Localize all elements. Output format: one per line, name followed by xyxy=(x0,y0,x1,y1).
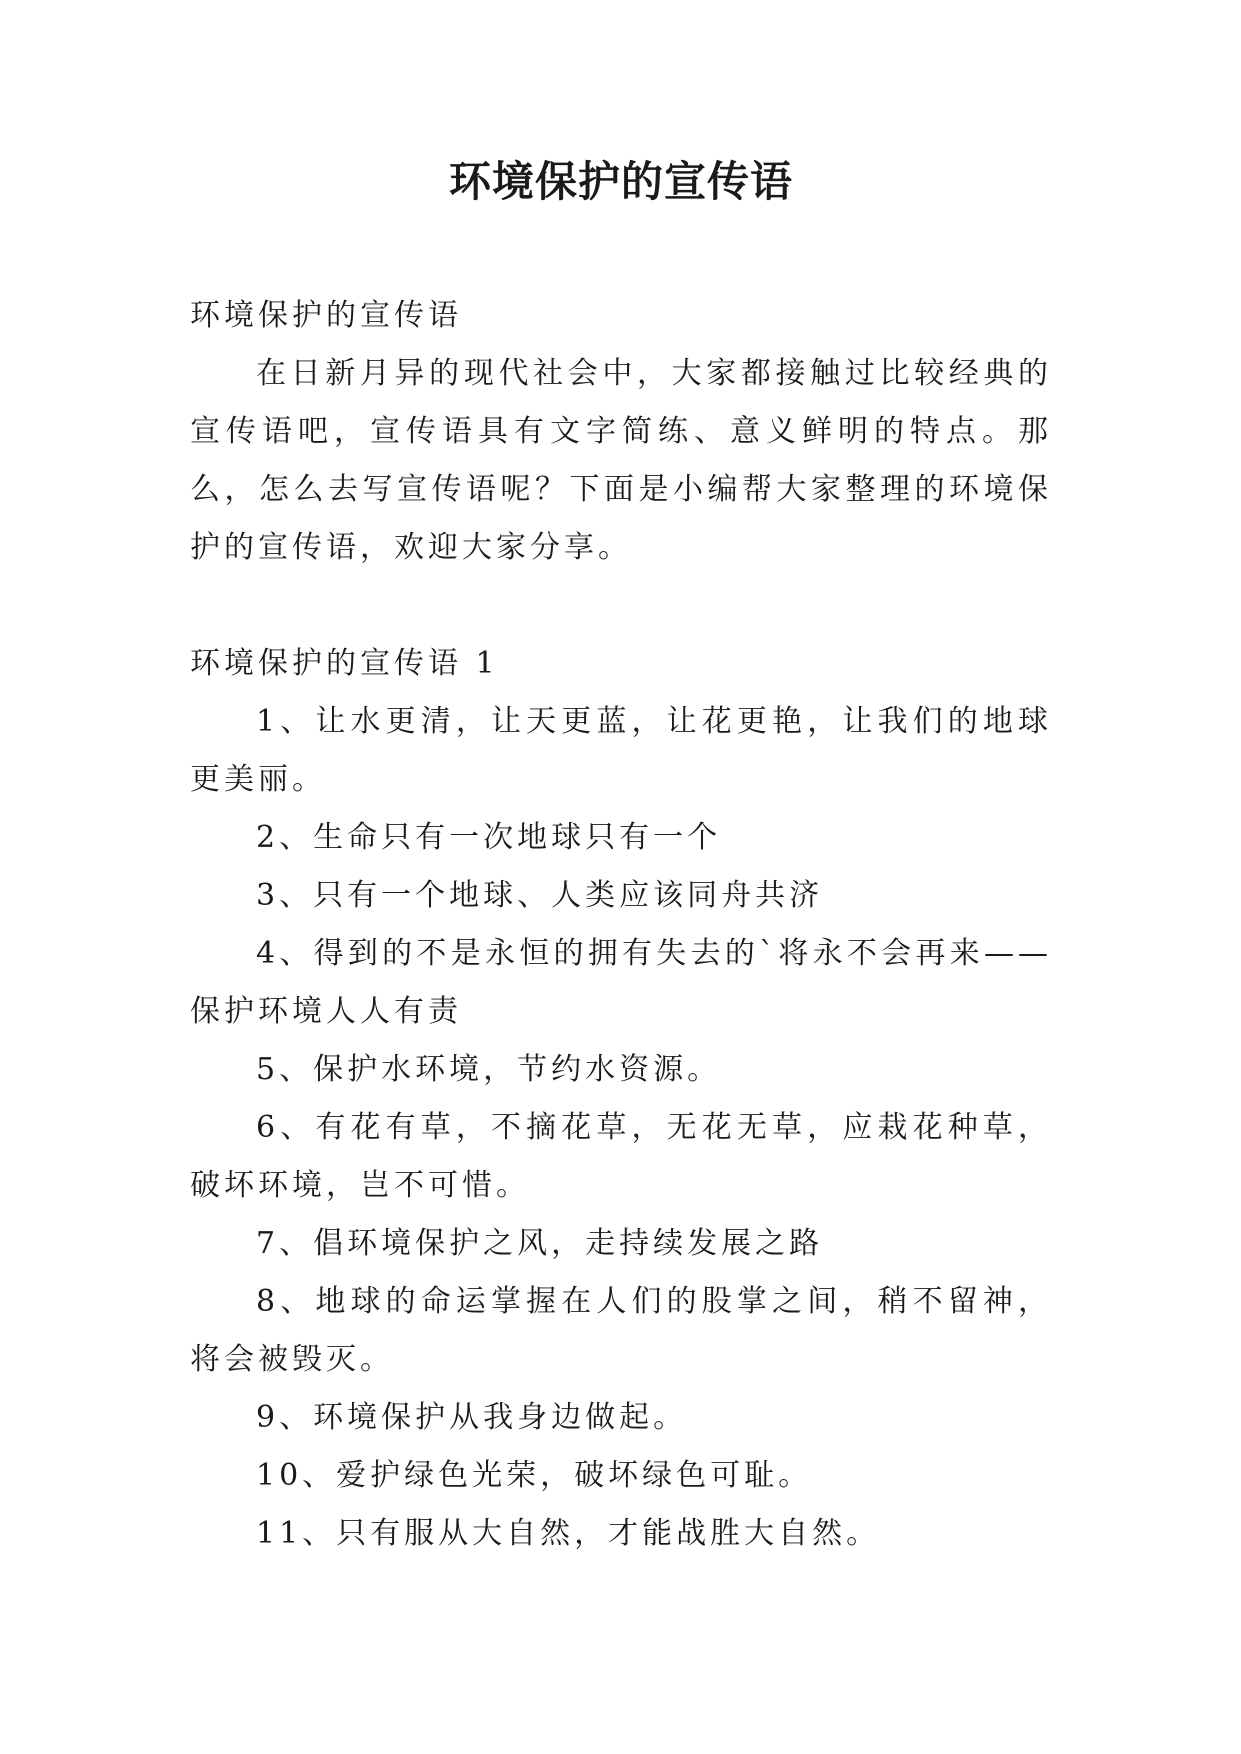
list-item: 11、只有服从大自然，才能战胜大自然。 xyxy=(256,1516,881,1551)
list-item: 10、爱护绿色光荣，破坏绿色可耻。 xyxy=(256,1458,813,1493)
list-item: 2、生命只有一次地球只有一个 xyxy=(256,820,722,855)
document-page xyxy=(190,0,1052,1754)
list-item: 8、地球的命运掌握在人们的股掌之间，稍不留神，将会被毁灭。 xyxy=(190,1284,1052,1377)
list-item: 6、有花有草，不摘花草，无花无草，应栽花种草，破坏环境，岂不可惜。 xyxy=(190,1110,1052,1203)
intro-paragraph: 在日新月异的现代社会中，大家都接触过比较经典的宣传语吧，宣传语具有文字简练、意义鲜明的特点。那么，怎么去写宣传语呢？下面是小编帮大家整理的环境保护的宣传语，欢迎大家分享。 xyxy=(190,356,1052,565)
list-item: 9、环境保护从我身边做起。 xyxy=(256,1400,688,1435)
list-item: 5、保护水环境，节约水资源。 xyxy=(256,1052,722,1087)
list-item: 3、只有一个地球、人类应该同舟共济 xyxy=(256,878,824,913)
document-body xyxy=(190,287,1052,1563)
subtitle: 环境保护的宣传语 xyxy=(190,298,462,333)
list-item: 1、让水更清，让天更蓝，让花更艳，让我们的地球更美丽。 xyxy=(190,704,1052,797)
list-item: 4、得到的不是永恒的拥有失去的`将永不会再来——保护环境人人有责 xyxy=(190,936,1052,1029)
paragraph-spacer xyxy=(190,577,1052,635)
list-item: 7、倡环境保护之风，走持续发展之路 xyxy=(256,1226,824,1261)
document-title: 环境保护的宣传语 xyxy=(448,157,793,206)
section-heading: 环境保护的宣传语 1 xyxy=(190,646,499,681)
